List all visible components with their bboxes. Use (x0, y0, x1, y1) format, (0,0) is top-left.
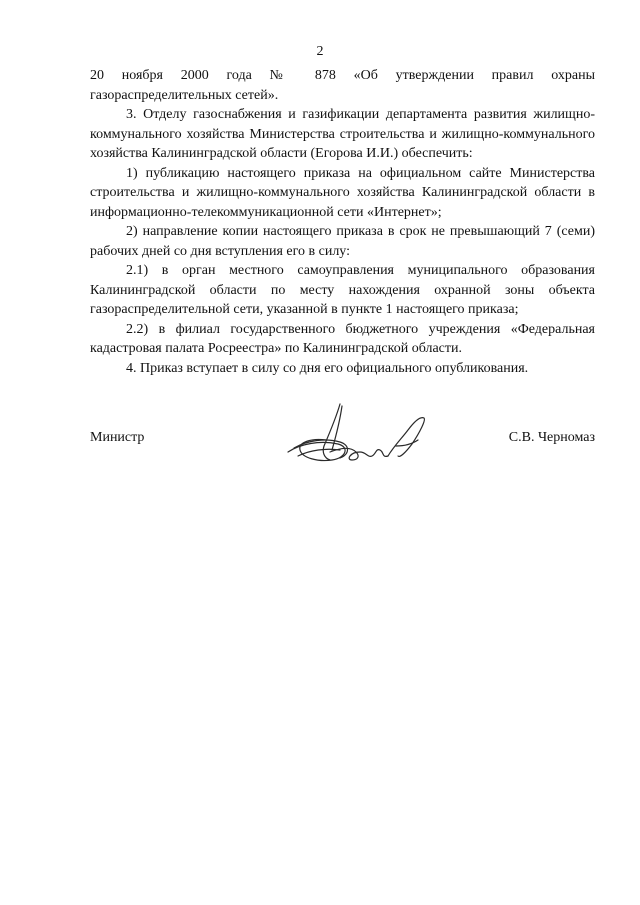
paragraph-item-3: 3. Отделу газоснабжения и газификации департамента развития жилищно-коммунального хозяйства Министерства строительства и жилищно-коммунального хозяйства Калининградской области (Егорова И.И.) обеспечить: (90, 107, 595, 161)
paragraph-item-3-2-1: 2.1) в орган местного самоуправления муниципального образования Калининградской области по месту нахождения охранной зоны объекта газораспределительной сети, указанной в пункте 1 настоящего приказа; (90, 263, 595, 317)
signer-title: Министр (90, 430, 145, 445)
paragraph-continuation-end: газораспределительных сетей». (90, 87, 279, 103)
paragraph-item-3-2: 2) направление копии настоящего приказа в срок не превышающий 7 (семи) рабочих дней со дня вступления его в силу: (90, 224, 595, 259)
handwritten-signature-icon (280, 400, 440, 475)
paragraph-item-3-1: 1) публикацию настоящего приказа на официальном сайте Министерства строительства и жилищно-коммунального хозяйства Калининградской области в информационно-телекоммуникационной сети «Интернет»; (90, 165, 595, 220)
document-body (90, 66, 595, 378)
paragraph-continuation: 20 ноября 2000 года № 878 «Об утверждении правил охраны (90, 68, 595, 83)
page-number: 2 (316, 44, 324, 59)
signer-name: С.В. Черномаз (508, 430, 595, 445)
paragraph-item-3-2-2: 2.2) в филиал государственного бюджетного учреждения «Федеральная кадастровая палата Росреестра» по Калининградской области. (90, 321, 595, 356)
signature-block (90, 400, 595, 480)
paragraph-item-4: 4. Приказ вступает в силу со дня его официального опубликования. (126, 360, 529, 376)
